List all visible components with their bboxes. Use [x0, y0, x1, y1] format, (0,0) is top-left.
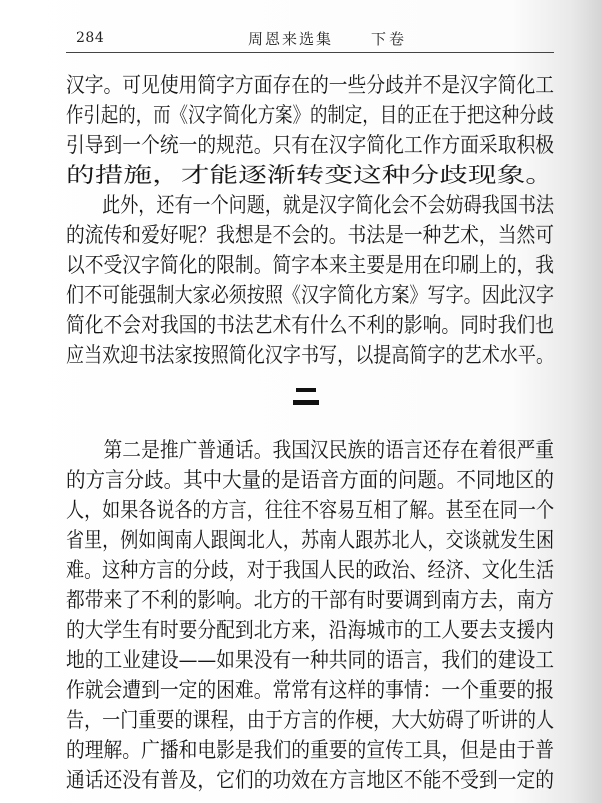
text-line: 引导到一个统一的规范。只有在汉字简化工作方面采取积极 — [66, 133, 555, 157]
text-line: 们不可能强制大家必须按照《汉字简化方案》写字。因此汉字 — [66, 283, 555, 307]
text-line: 汉字。可见使用简字方面存在的一些分歧并不是汉字简化工 — [66, 73, 555, 97]
text-line: 作就会遭到一定的困难。常常有这样的事情：一个重要的报 — [66, 678, 555, 702]
text-line: 的大学生有时要分配到北方来，沿海城市的工人要去支援内 — [66, 618, 555, 642]
text-line: 地的工业建设——如果没有一种共同的语言，我们的建设工 — [66, 648, 555, 672]
text-line: 的理解。广播和电影是我们的重要的宣传工具，但是由于普 — [66, 738, 555, 762]
text-line: 人，如果各说各的方言，往往不容易互相了解。甚至在同一个 — [66, 498, 555, 522]
section-heading-glyph-stroke — [296, 388, 316, 392]
book-title: 周恩来选集 — [248, 30, 334, 48]
text-line: 告，一门重要的课程，由于方言的作梗，大大妨碍了听讲的人 — [66, 708, 555, 732]
text-line: 简化不会对我国的书法艺术有什么不利的影响。同时我们也 — [66, 313, 555, 337]
section-heading — [293, 382, 319, 408]
text-line: 应当欢迎书法家按照简化汉字书写，以提高简字的艺术水平。 — [66, 343, 555, 367]
volume-label: 下卷 — [371, 30, 408, 48]
text-line: 第二是推广普通话。我国汉民族的语言还存在着很严重 — [66, 438, 555, 462]
text-line: 通话还没有普及，它们的功效在方言地区不能不受到一定的 — [66, 768, 555, 792]
text-line: 难。这种方言的分歧，对于我国人民的政治、经济、文化生活 — [66, 558, 555, 582]
text-line: 此外，还有一个问题，就是汉字简化会不会妨碍我国书法 — [66, 193, 555, 217]
page-number: 284 — [76, 30, 105, 46]
text-line: 的方言分歧。其中大量的是语音方面的问题。不同地区的 — [66, 468, 554, 492]
text-line: 以不受汉字简化的限制。简字本来主要是用在印刷上的，我 — [66, 253, 555, 277]
text-line: 都带来了不利的影响。北方的干部有时要调到南方去，南方 — [66, 588, 555, 612]
text-line: 作引起的，而《汉字简化方案》的制定，目的正在于把这种分歧 — [66, 103, 554, 127]
text-line: 的措施，才能逐渐转变这种分歧现象。 — [66, 163, 554, 187]
running-header — [66, 28, 554, 53]
section-heading-glyph-stroke — [293, 400, 319, 405]
text-line: 的流传和爱好呢？我想是不会的。书法是一种艺术，当然可 — [66, 223, 555, 247]
text-line: 省里，例如闽南人跟闽北人，苏南人跟苏北人，交谈就发生困 — [66, 528, 555, 552]
